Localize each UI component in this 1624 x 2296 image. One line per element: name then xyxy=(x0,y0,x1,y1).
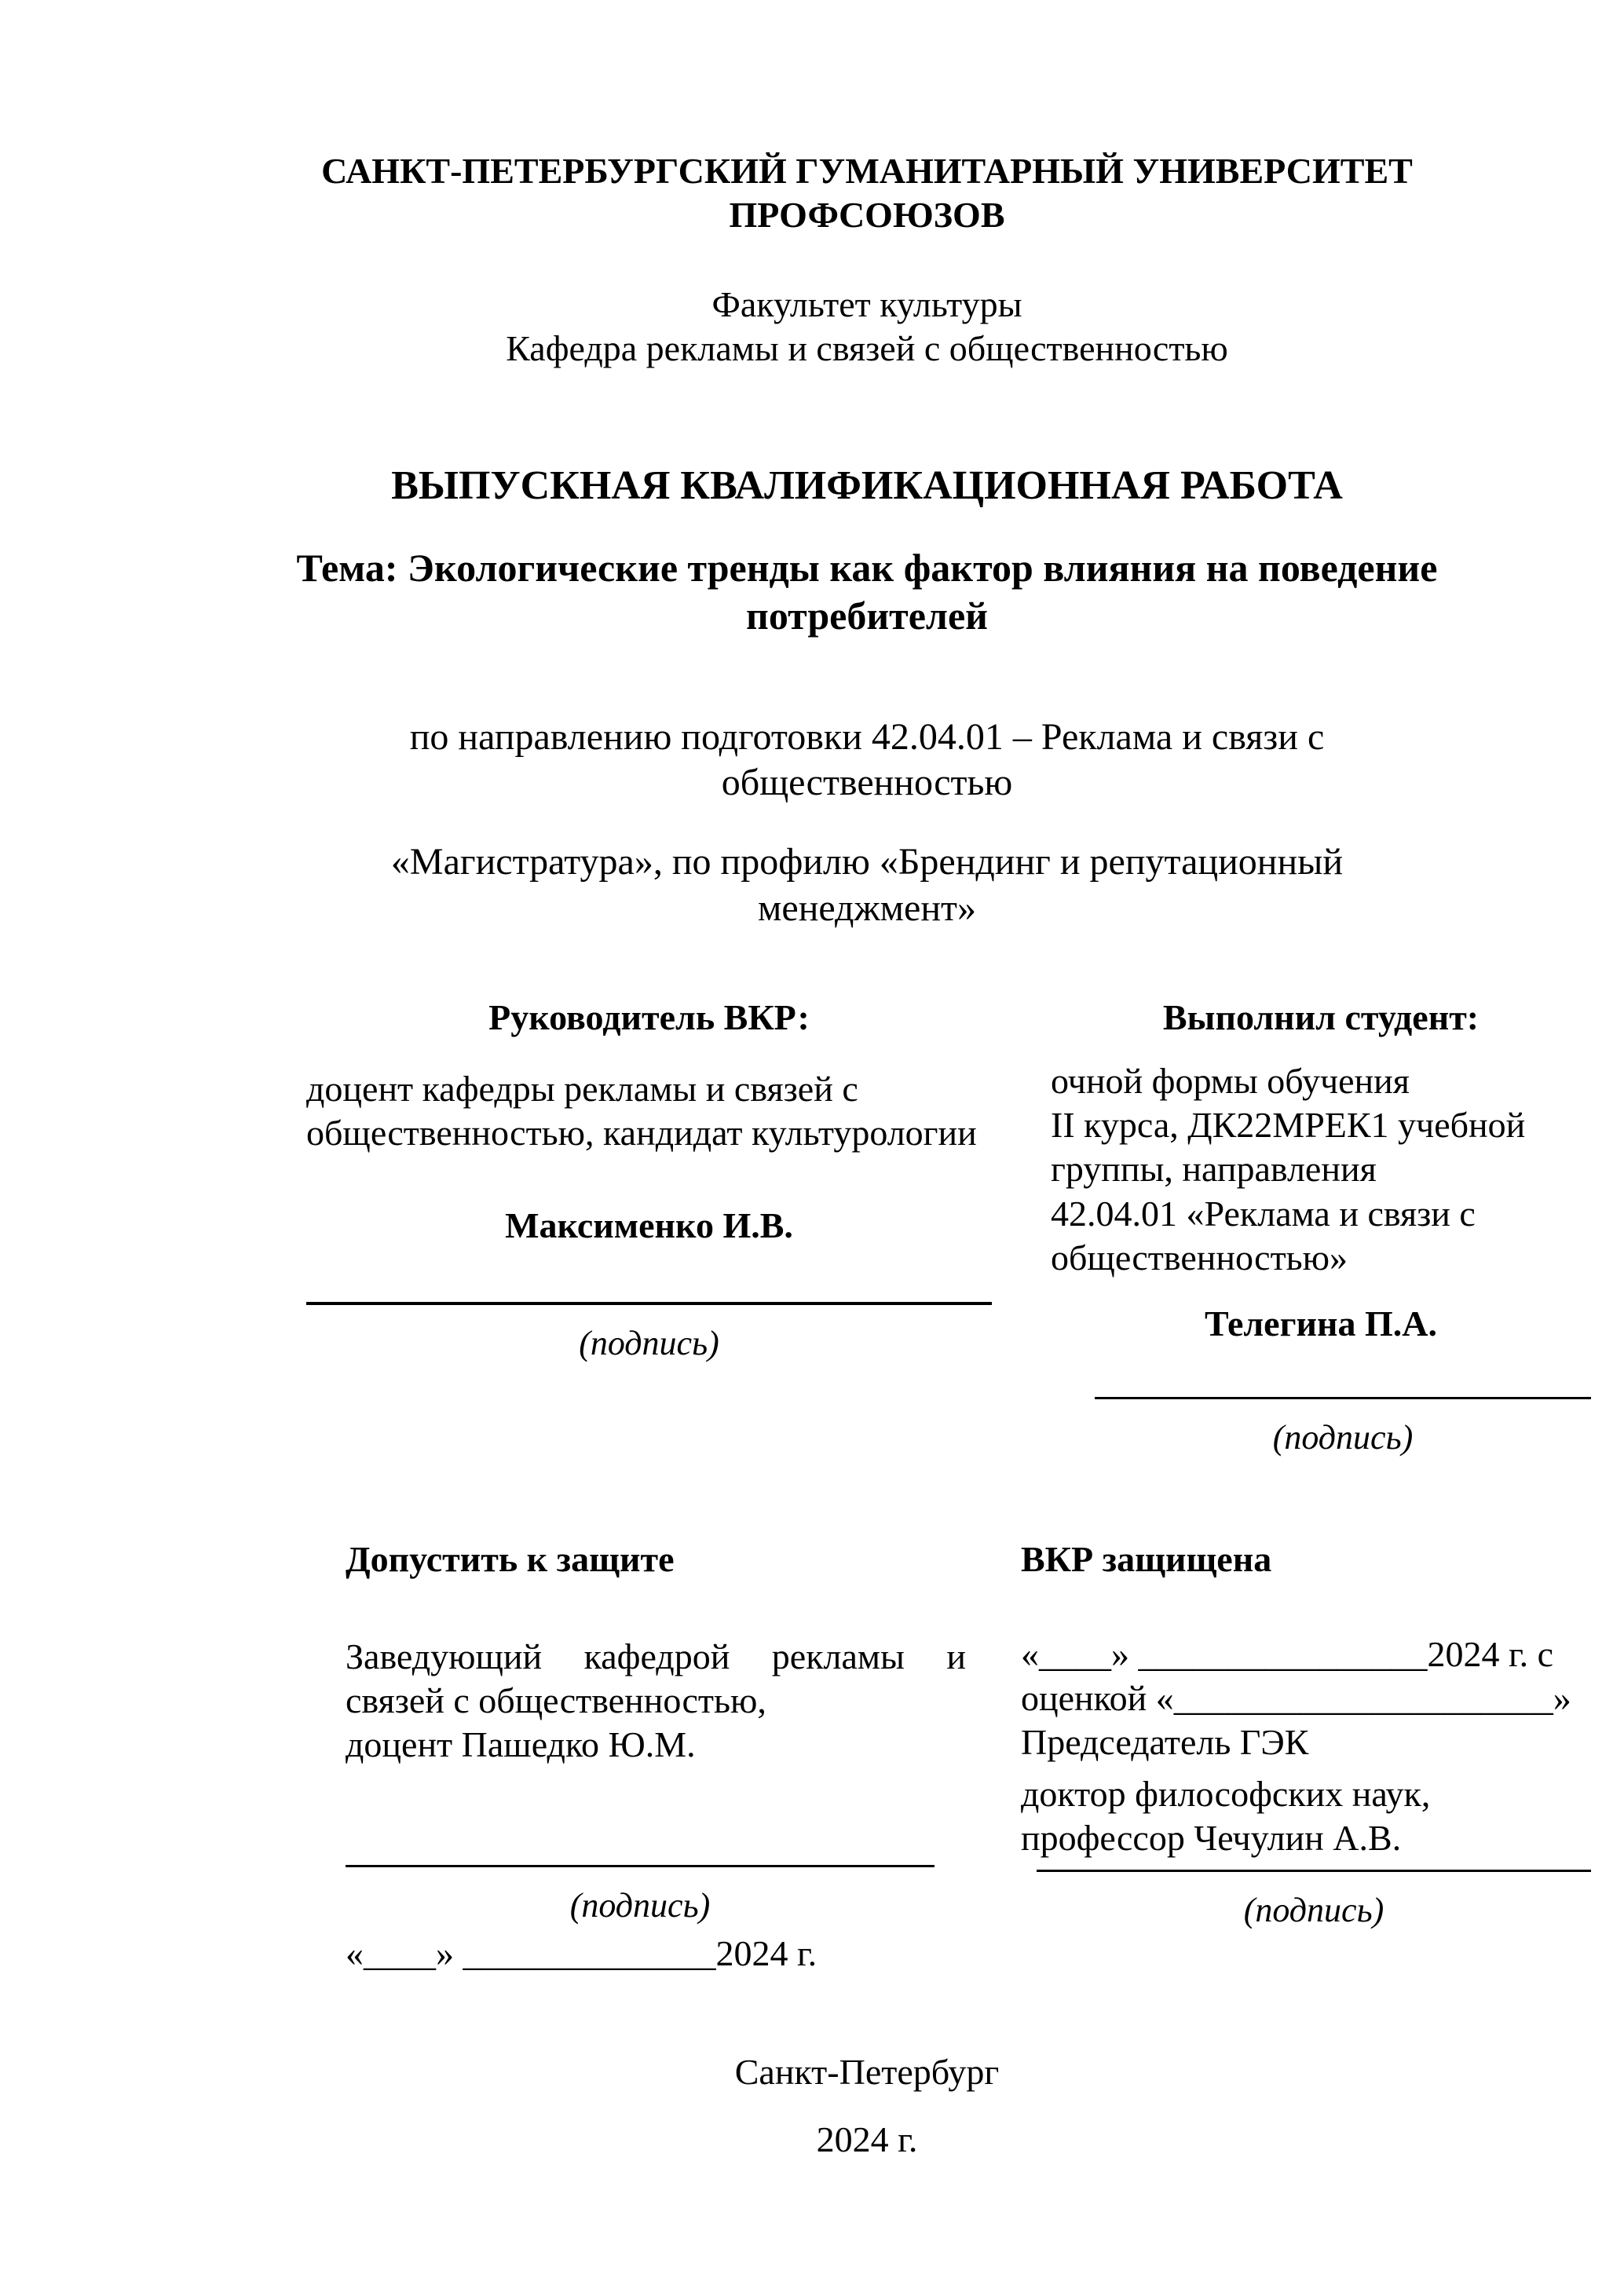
defense-date-line: «____» ________________2024 г. с xyxy=(1021,1633,1554,1674)
top-header-section xyxy=(236,149,1498,931)
approval-row xyxy=(236,1537,1593,1976)
thesis-theme: Тема: Экологические тренды как фактор влияния на поведение потребителей xyxy=(296,545,1438,638)
student-description-line: очной формы обучения xyxy=(1051,1061,1410,1102)
defense-signature-line xyxy=(1037,1870,1591,1872)
student-description-line: группы, направления xyxy=(1051,1149,1377,1190)
defense-signature-caption-wrap xyxy=(1037,1889,1591,1932)
admission-signature-line xyxy=(346,1865,935,1867)
defense-details xyxy=(1021,1632,1591,1764)
city: Санкт-Петербург xyxy=(734,2051,1000,2092)
year: 2024 г. xyxy=(816,2119,918,2159)
student-description xyxy=(1051,1059,1591,1280)
admission-person: доцент Пашедко Ю.М. xyxy=(346,1724,696,1764)
admission-signature-caption: (подпись) xyxy=(569,1885,711,1925)
student-description-line: общественностью» xyxy=(1051,1237,1348,1278)
admission-block xyxy=(346,1537,966,1976)
faculty-block xyxy=(236,283,1498,371)
defense-chairman: доктор философских наук, профессор Чечулин А.В. xyxy=(1021,1773,1431,1859)
student-block xyxy=(1051,996,1591,1458)
defense-signature-caption: (подпись) xyxy=(1243,1891,1384,1930)
study-direction: по направлению подготовки 42.04.01 – Реклама и связи с общественностью xyxy=(409,715,1325,804)
defense-block xyxy=(1021,1537,1591,1932)
supervisor-description-line: общественностью, кандидат культурологии xyxy=(306,1113,977,1153)
supervisor-signature-line xyxy=(306,1302,992,1305)
supervisor-heading: Руководитель ВКР: xyxy=(488,997,810,1038)
footer-section xyxy=(236,2050,1498,2162)
supervisor-block xyxy=(306,996,992,1364)
admission-date-line: «____» ______________2024 г. xyxy=(346,1932,817,1973)
supervisor-description xyxy=(306,1067,992,1155)
work-type-title: ВЫПУСКНАЯ КВАЛИФИКАЦИОННАЯ РАБОТА xyxy=(391,463,1343,509)
admission-signature-caption-wrap xyxy=(346,1885,935,1927)
student-name: Телегина П.А. xyxy=(1205,1303,1437,1344)
supervisor-description-line: доцент кафедры рекламы и связей с xyxy=(306,1069,858,1110)
admission-description: Заведующий кафедрой рекламы и связей с общественностью, xyxy=(346,1636,966,1720)
supervisor-name: Максименко И.В. xyxy=(505,1205,793,1246)
admission-description-block xyxy=(346,1635,966,1767)
signatories-row xyxy=(236,996,1593,1458)
defense-heading: ВКР защищена xyxy=(1021,1538,1272,1579)
student-description-line: 42.04.01 «Реклама и связи с xyxy=(1051,1193,1476,1234)
supervisor-signature-caption: (подпись) xyxy=(579,1323,719,1362)
faculty-name: Факультет культуры xyxy=(711,284,1022,325)
student-heading: Выполнил студент: xyxy=(1162,997,1480,1038)
student-description-line: II курса, ДК22МРЕК1 учебной xyxy=(1051,1105,1526,1146)
student-signature-caption: (подпись) xyxy=(1272,1417,1414,1457)
university-name: САНКТ-ПЕТЕРБУРГСКИЙ ГУМАНИТАРНЫЙ УНИВЕРСИТЕТ ПРОФСОЮЗОВ xyxy=(321,151,1413,236)
study-profile: «Магистратура», по профилю «Брендинг и репутационный менеджмент» xyxy=(390,840,1344,929)
student-signature-caption-wrap xyxy=(1095,1417,1591,1459)
department-name: Кафедра рекламы и связей с общественностью xyxy=(506,328,1228,369)
student-signature-line xyxy=(1095,1397,1591,1399)
defense-grade-line: оценкой «_____________________» xyxy=(1021,1677,1571,1718)
admission-heading: Допустить к защите xyxy=(346,1538,675,1579)
defense-committee-role: Председатель ГЭК xyxy=(1021,1721,1309,1762)
